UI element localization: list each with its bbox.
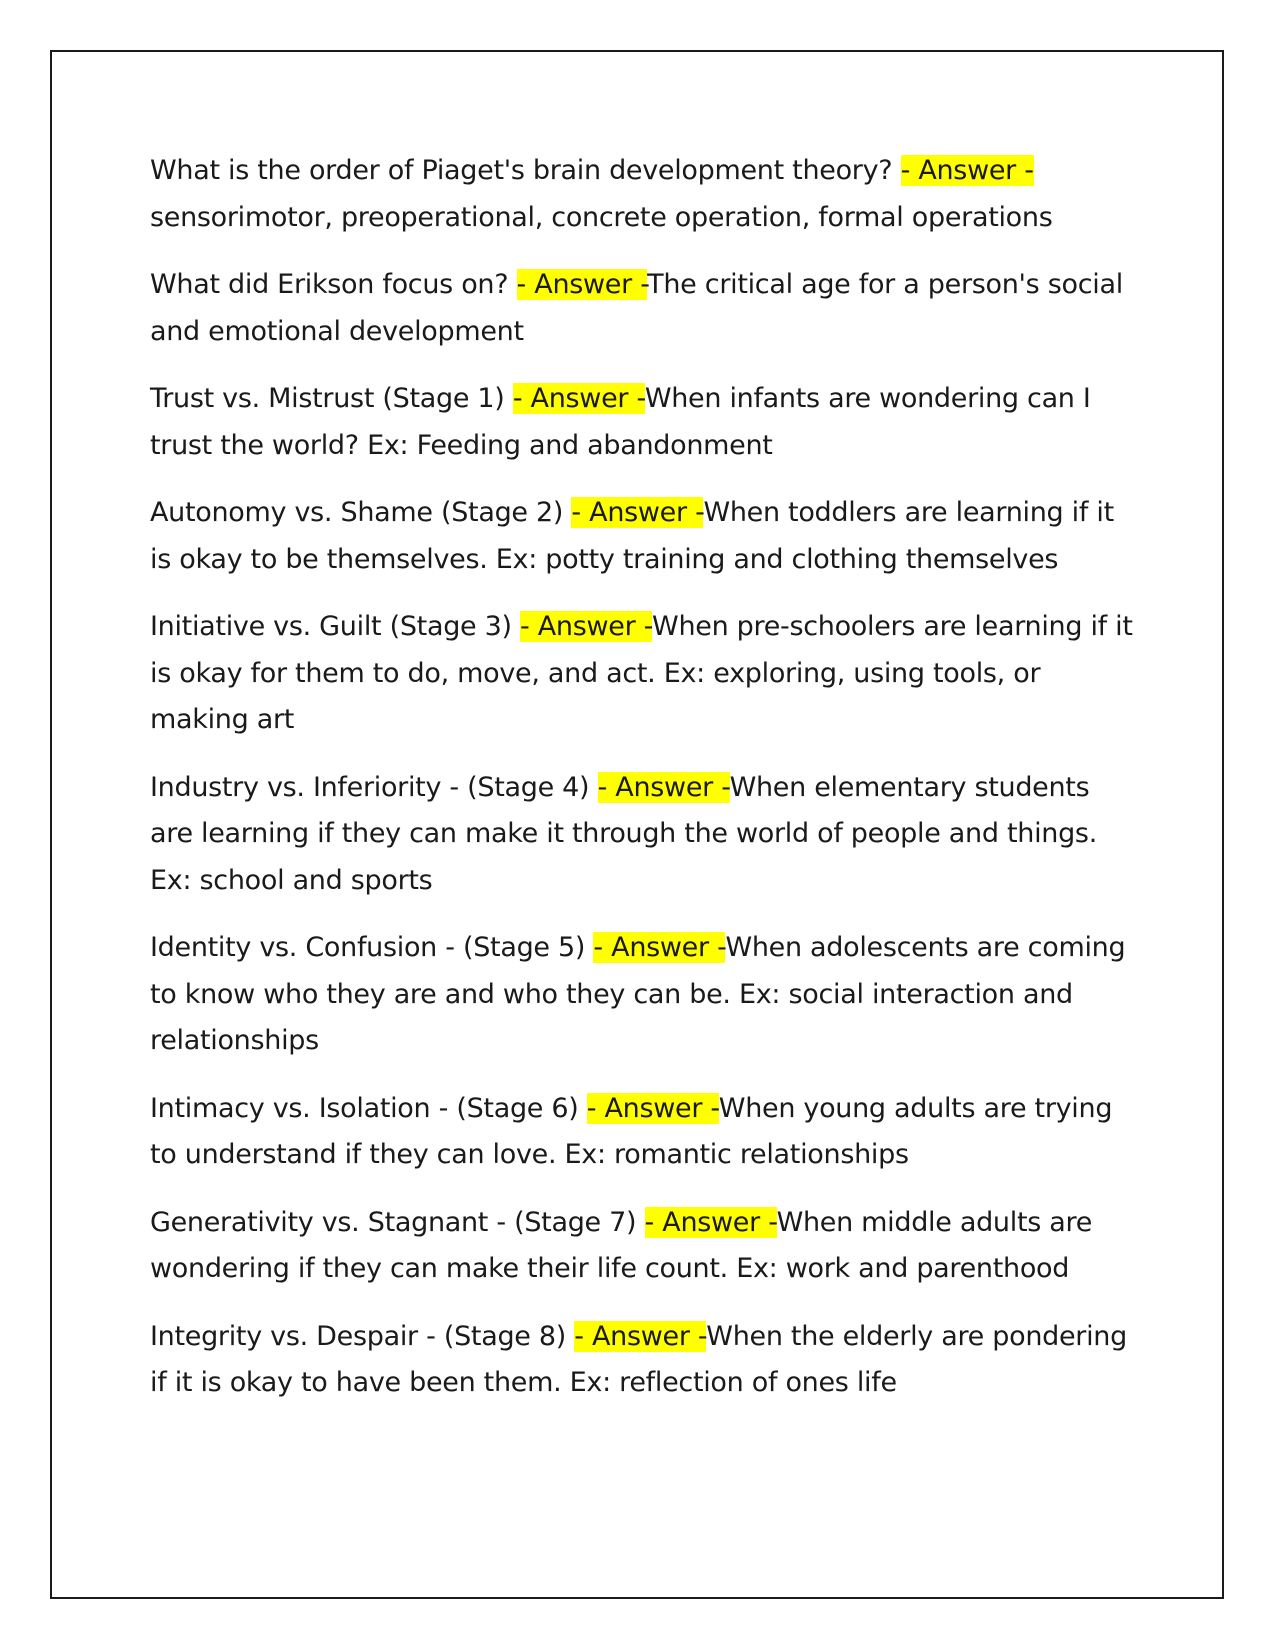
question-text: Autonomy vs. Shame (Stage 2) [150, 497, 572, 528]
qa-item [150, 262, 1140, 355]
answer-marker: - Answer - [900, 155, 1034, 186]
answer-text: When young adults are trying to understand if they can love. Ex: romantic relationships [150, 1092, 1113, 1170]
qa-item [150, 765, 1140, 905]
answer-text: When pre-schoolers are learning if it is okay for them to do, move, and act. Ex: exploring, using tools, or making art [150, 611, 1133, 735]
answer-marker: - Answer - [644, 1206, 777, 1238]
question-text: Intimacy vs. Isolation - (Stage 6) [150, 1092, 587, 1124]
answer-text: The critical age for a person's social and emotional development [150, 269, 1123, 347]
answer-text: sensorimotor, preoperational, concrete operation, formal operations [150, 201, 1053, 233]
answer-marker: - Answer - [593, 932, 726, 963]
answer-text: When middle adults are wondering if they can make their life count. Ex: work and parenthood [150, 1206, 1093, 1284]
qa-item [150, 604, 1140, 744]
question-text: Generativity vs. Stagnant - (Stage 7) [150, 1206, 645, 1238]
question-text: Identity vs. Confusion - (Stage 5) [150, 932, 594, 963]
answer-text: When infants are wondering can I trust the world? Ex: Feeding and abandonment [150, 383, 1091, 461]
answer-marker: - Answer - [512, 383, 645, 414]
question-text: Trust vs. Mistrust (Stage 1) [150, 383, 513, 414]
qa-item [150, 1086, 1140, 1179]
qa-item [150, 376, 1140, 469]
question-text: Integrity vs. Despair - (Stage 8) [150, 1320, 575, 1352]
question-text: What is the order of Piaget's brain development theory? [150, 155, 901, 186]
document-body [150, 148, 1140, 1428]
answer-marker: - Answer - [597, 771, 730, 803]
qa-item [150, 925, 1140, 1065]
answer-text: When toddlers are learning if it is okay to be themselves. Ex: potty training and clothing themselves [150, 497, 1114, 575]
qa-item [150, 1314, 1140, 1407]
qa-item [150, 148, 1140, 241]
answer-text: When adolescents are coming to know who they are and who they can be. Ex: social interaction and relationships [150, 932, 1126, 1056]
answer-marker: - Answer - [574, 1320, 707, 1352]
question-text: What did Erikson focus on? [150, 269, 517, 300]
question-text: Initiative vs. Guilt (Stage 3) [150, 611, 521, 642]
answer-text: When the elderly are pondering if it is okay to have been them. Ex: reflection of ones life [150, 1320, 1127, 1398]
answer-marker: - Answer - [520, 611, 653, 642]
qa-item [150, 490, 1140, 583]
answer-text: When elementary students are learning if they can make it through the world of people and things. Ex: school and sports [150, 771, 1097, 896]
answer-marker: - Answer - [586, 1092, 719, 1124]
qa-item [150, 1200, 1140, 1293]
answer-marker: - Answer - [571, 497, 704, 528]
answer-marker: - Answer - [516, 269, 648, 300]
question-text: Industry vs. Inferiority - (Stage 4) [150, 771, 598, 803]
